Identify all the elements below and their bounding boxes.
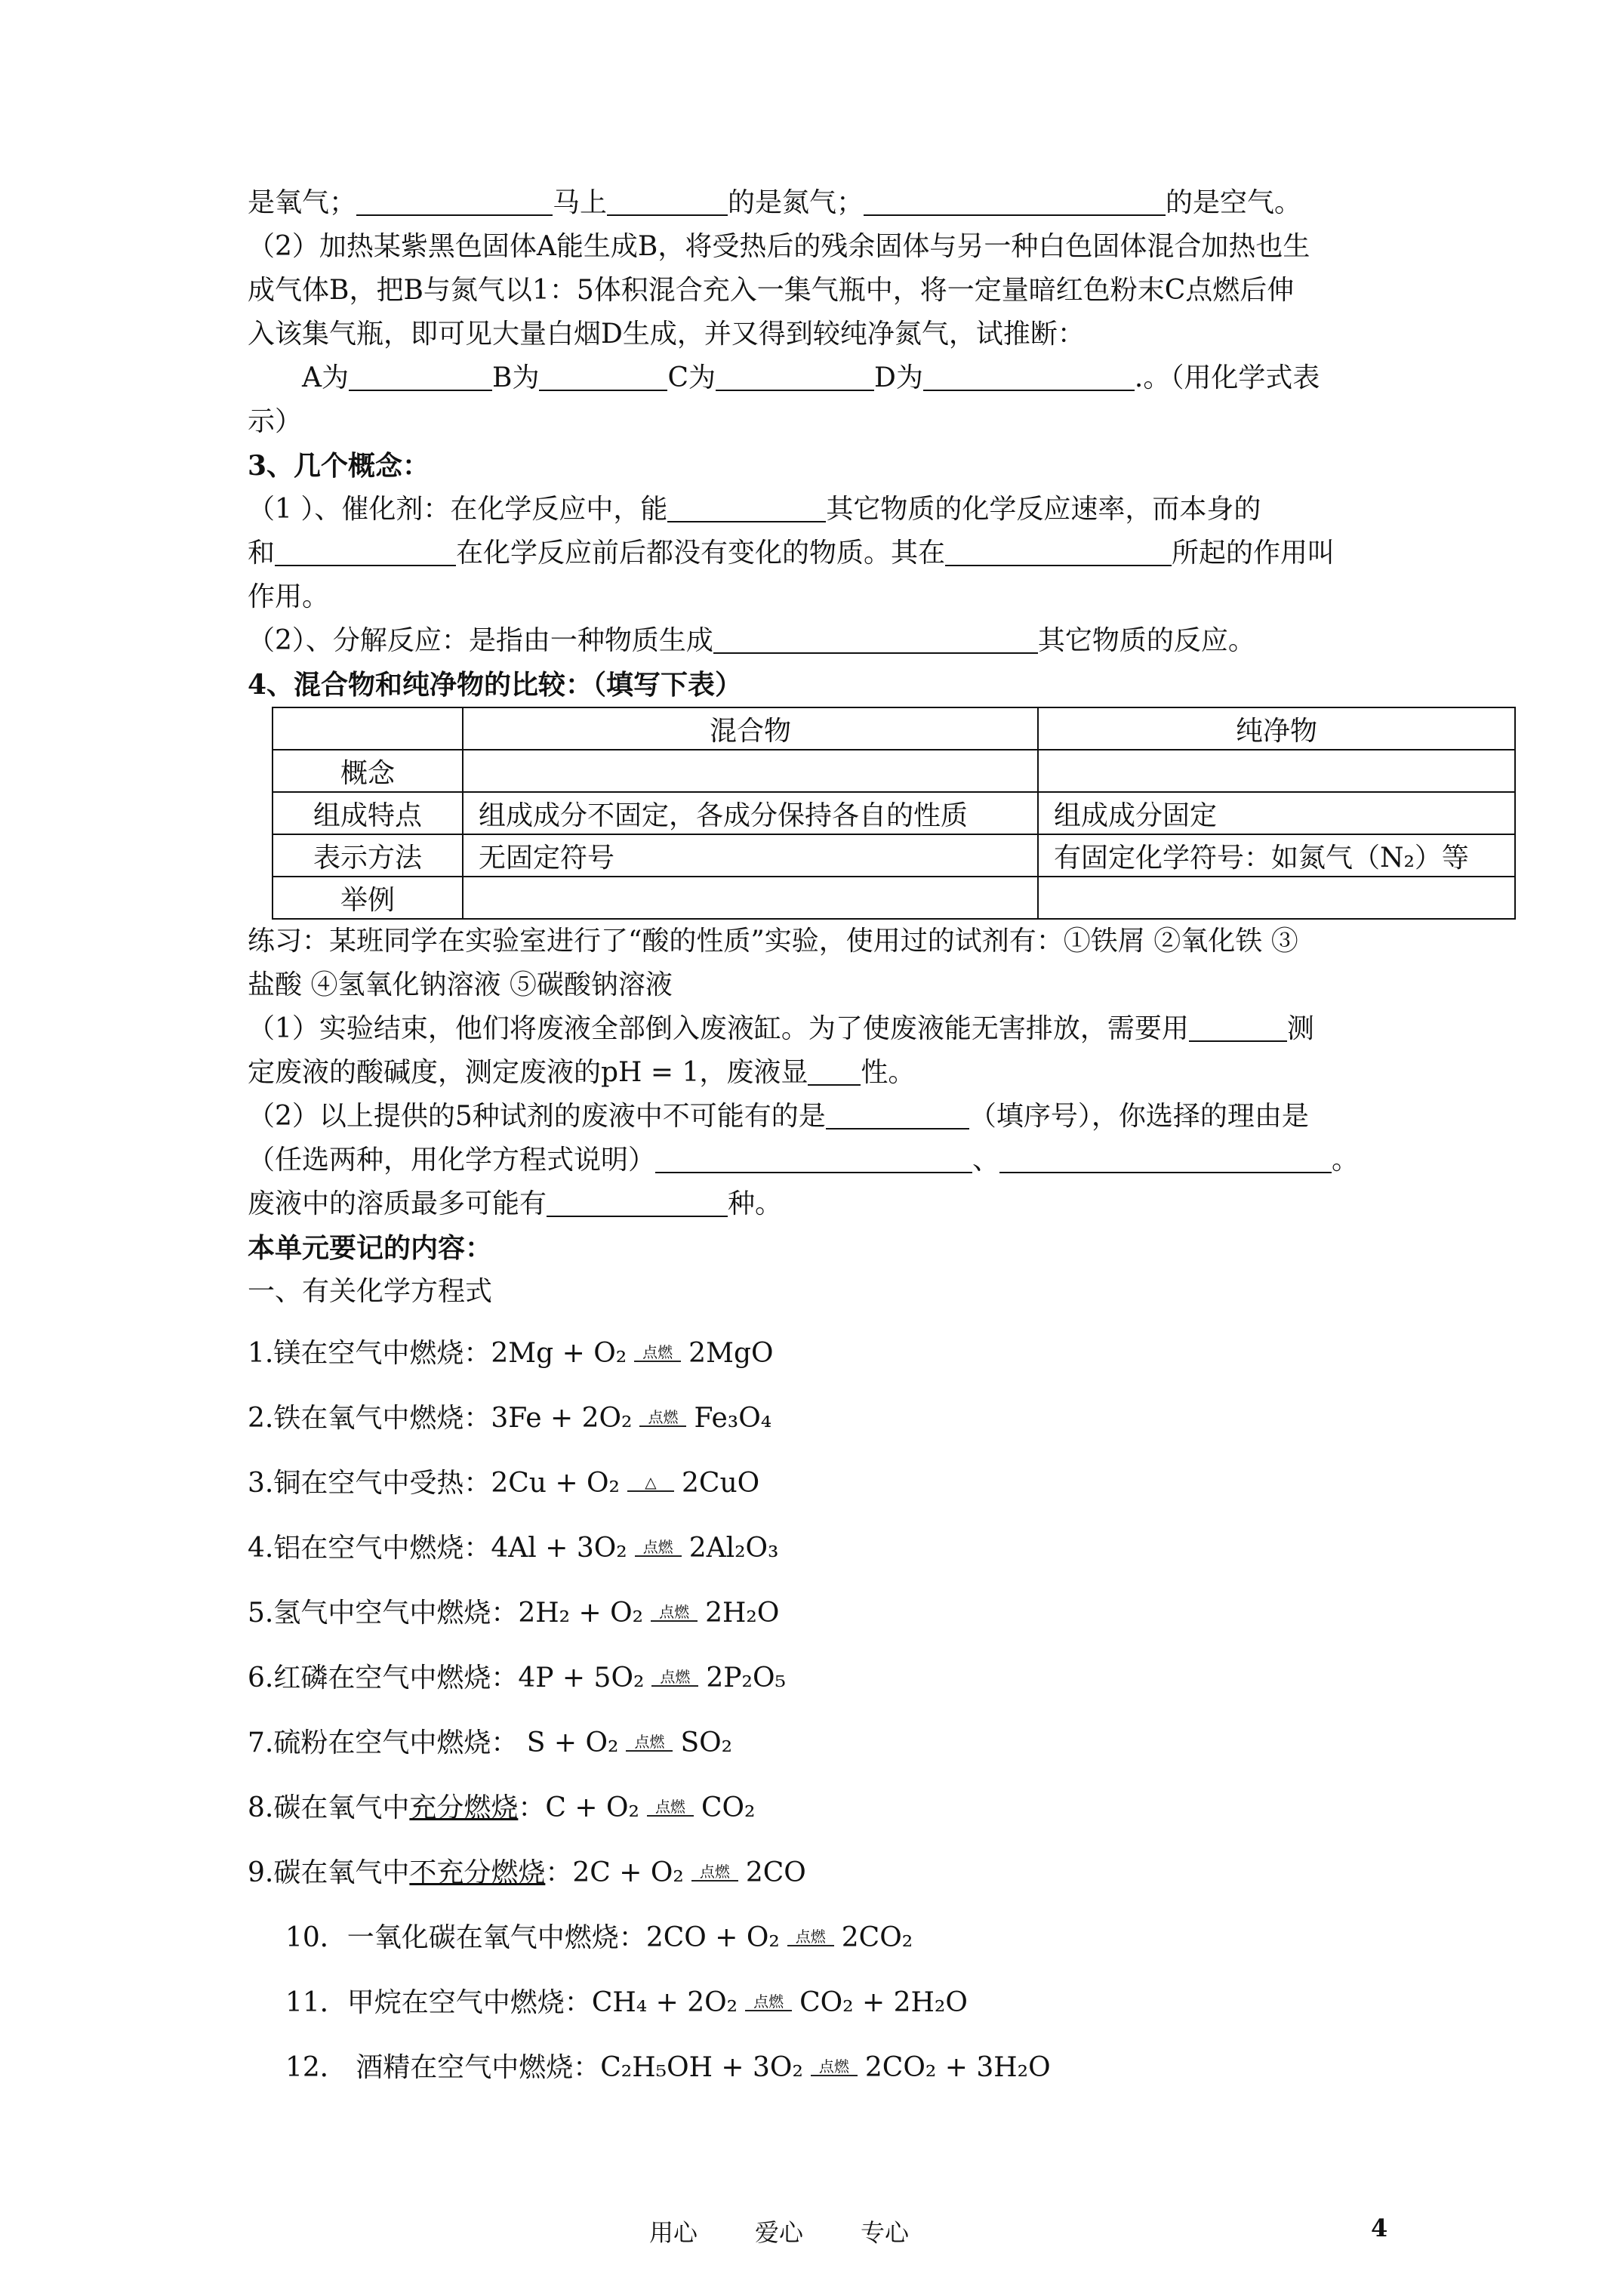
text: .。（用化学式表 xyxy=(1134,362,1320,393)
table-cell: 表示方法 xyxy=(273,834,463,877)
text: A为 xyxy=(302,362,349,393)
unit-heading: 本单元要记的内容： xyxy=(248,1232,493,1264)
text-line: 盐酸 ④氢氧化钠溶液 ⑤碳酸钠溶液 xyxy=(248,969,673,1000)
equation-label: 8.碳在氧气中 xyxy=(248,1792,410,1823)
condition-text: 点燃 xyxy=(660,1668,691,1686)
section-heading: 一、有关化学方程式 xyxy=(248,1276,493,1307)
equation-products: Fe₃O₄ xyxy=(694,1403,772,1434)
text: 。 xyxy=(1332,1145,1360,1176)
equation-label: ： xyxy=(545,1857,573,1888)
reaction-condition xyxy=(636,1410,689,1427)
answer-blank[interactable] xyxy=(999,1145,1332,1173)
text: C为 xyxy=(667,362,716,393)
condition-text: 点燃 xyxy=(699,1863,730,1881)
text: 性。 xyxy=(861,1057,916,1088)
table-cell: 组成特点 xyxy=(273,792,463,834)
equation-label-emphasis: 不充分燃烧 xyxy=(409,1857,546,1888)
footer-word: 爱心 xyxy=(755,2218,804,2247)
equation-products: CO₂ + 2H₂O xyxy=(799,1987,968,2018)
equation-reactants: 2C + O₂ xyxy=(572,1857,684,1888)
condition-text: 点燃 xyxy=(634,1733,665,1751)
equation-line xyxy=(248,1646,1387,1711)
answer-blank[interactable] xyxy=(716,362,874,391)
reaction-condition xyxy=(784,1929,837,1946)
equation-reactants: C₂H₅OH + 3O₂ xyxy=(600,2052,803,2083)
answer-blank[interactable] xyxy=(826,1101,969,1130)
table-cell[interactable] xyxy=(463,750,1038,792)
text-line: 作用。 xyxy=(248,581,330,612)
answer-blank[interactable] xyxy=(349,362,492,391)
equation-label: ： xyxy=(518,1792,546,1823)
text-line xyxy=(248,488,1387,532)
text: 在化学反应前后都没有变化的物质。其在 xyxy=(456,538,946,569)
text: B为 xyxy=(492,362,540,393)
table-cell xyxy=(273,707,463,750)
condition-text: 点燃 xyxy=(659,1603,690,1621)
equation-products: CO₂ xyxy=(701,1792,756,1823)
table-cell: 概念 xyxy=(273,750,463,792)
reaction-condition xyxy=(644,1799,697,1817)
equation-line xyxy=(248,2036,1387,2100)
text: （2）、分解反应：是指由一种物质生成 xyxy=(248,625,713,656)
equation-products: 2CO₂ + 3H₂O xyxy=(864,2052,1051,2083)
text-line xyxy=(248,1051,1387,1095)
text: 、 xyxy=(972,1145,1000,1176)
text: （1 ）、催化剂：在化学反应中，能 xyxy=(248,494,668,525)
equation-line xyxy=(248,1451,1387,1516)
table-header-row xyxy=(273,707,1515,750)
condition-text: 点燃 xyxy=(642,1343,673,1361)
answer-blank[interactable] xyxy=(607,187,728,216)
text: （2）以上提供的5种试剂的废液中不可能有的是 xyxy=(248,1101,826,1132)
reaction-condition xyxy=(648,1669,701,1687)
equation-line xyxy=(248,1971,1387,2036)
text: 种。 xyxy=(728,1188,783,1219)
text: （填序号），你选择的理由是 xyxy=(969,1101,1309,1132)
text: 其它物质的化学反应速率，而本身的 xyxy=(826,494,1261,525)
text-line xyxy=(248,1139,1387,1182)
answer-blank[interactable] xyxy=(808,1057,861,1086)
condition-text: 点燃 xyxy=(654,1798,685,1816)
answer-blank[interactable] xyxy=(667,494,826,522)
table-header-cell: 混合物 xyxy=(463,707,1038,750)
reaction-condition xyxy=(623,1734,676,1752)
equation-line xyxy=(248,1906,1387,1971)
section-heading: 4、混合物和纯净物的比较：（填写下表） xyxy=(248,669,743,701)
reaction-condition xyxy=(631,1345,684,1362)
equation-products: SO₂ xyxy=(680,1727,733,1758)
equation-reactants: 4Al + 3O₂ xyxy=(491,1533,627,1564)
answer-blank[interactable] xyxy=(923,362,1135,391)
answer-blank[interactable] xyxy=(275,538,456,566)
footer-word: 用心 xyxy=(649,2218,698,2247)
equation-line xyxy=(248,1386,1387,1451)
condition-text: 点燃 xyxy=(795,1928,826,1946)
condition-text: 点燃 xyxy=(648,1408,679,1426)
condition-text: 点燃 xyxy=(642,1538,673,1556)
page-number: 4 xyxy=(1371,2214,1388,2242)
text: 测 xyxy=(1286,1013,1314,1044)
text-line xyxy=(248,181,1387,225)
section-heading: 3、几个概念： xyxy=(248,450,430,482)
equation-reactants: S + O₂ xyxy=(518,1727,619,1758)
table-cell: 组成成分固定 xyxy=(1038,792,1515,834)
reaction-condition xyxy=(742,1994,795,2011)
text-line: 成气体B，把B与氮气以1：5体积混合充入一集气瓶中，将一定量暗红色粉末C点燃后伸 xyxy=(248,275,1295,306)
document-page xyxy=(248,181,1469,2100)
text-line xyxy=(248,1007,1387,1051)
text-line: （2）加热某紫黑色固体A能生成B，将受热后的残余固体与另一种白色固体混合加热也生 xyxy=(248,231,1310,262)
equation-label: 2.铁在氧气中燃烧： xyxy=(248,1403,491,1434)
answer-blank[interactable] xyxy=(713,625,1038,654)
equation-label: 9.碳在氧气中 xyxy=(248,1857,410,1888)
equation-reactants: 2CO + O₂ xyxy=(645,1922,780,1953)
equation-reactants: C + O₂ xyxy=(545,1792,639,1823)
condition-text: 点燃 xyxy=(753,1992,784,2011)
equation-reactants: 3Fe + 2O₂ xyxy=(491,1403,633,1434)
equation-label: 10．一氧化碳在氧气中燃烧： xyxy=(285,1922,646,1953)
reaction-condition xyxy=(648,1604,701,1622)
text-line xyxy=(248,1182,1387,1226)
equation-products: 2MgO xyxy=(688,1338,774,1369)
equation-products: 2CO xyxy=(745,1857,806,1888)
equation-reactants: 4P + 5O₂ xyxy=(518,1663,645,1693)
equation-label: 6.红磷在空气中燃烧： xyxy=(248,1663,519,1693)
reaction-condition xyxy=(632,1539,685,1557)
equation-line xyxy=(248,1711,1387,1776)
table-cell[interactable] xyxy=(1038,750,1515,792)
comparison-table xyxy=(272,707,1516,920)
text-line xyxy=(248,1095,1387,1139)
table-cell: 组成成分不固定，各成分保持各自的性质 xyxy=(463,792,1038,834)
answer-blank[interactable] xyxy=(655,1145,972,1173)
equation-products: 2Al₂O₃ xyxy=(688,1533,779,1564)
table-row xyxy=(273,834,1515,877)
table-cell[interactable] xyxy=(463,877,1038,919)
equation-label: 5.氢气中空气中燃烧： xyxy=(248,1598,519,1629)
text-line xyxy=(248,619,1387,663)
answer-blank[interactable] xyxy=(539,362,667,391)
answer-blank[interactable] xyxy=(864,187,1166,216)
text: 定废液的酸碱度，测定废液的pH = 1，废液显 xyxy=(248,1057,808,1088)
equation-label: 12． 酒精在空气中燃烧： xyxy=(285,2052,601,2083)
reaction-condition xyxy=(624,1475,677,1492)
equation-reactants: CH₄ + 2O₂ xyxy=(591,1987,738,2018)
answer-blank[interactable] xyxy=(356,187,553,216)
table-cell: 无固定符号 xyxy=(463,834,1038,877)
text: 所起的作用叫 xyxy=(1172,538,1335,569)
text: 的是氮气； xyxy=(728,187,864,218)
text: 和 xyxy=(248,538,276,569)
condition-text: 点燃 xyxy=(818,2057,849,2076)
footer xyxy=(649,2214,966,2248)
table-row xyxy=(273,792,1515,834)
table-cell[interactable] xyxy=(1038,877,1515,919)
table-row xyxy=(273,750,1515,792)
table-row xyxy=(273,877,1515,919)
equation-products: 2H₂O xyxy=(705,1598,780,1629)
condition-text: △ xyxy=(645,1473,657,1491)
equation-products: 2CO₂ xyxy=(841,1922,913,1953)
equation-list xyxy=(248,1321,1387,2100)
table-header-cell: 纯净物 xyxy=(1038,707,1515,750)
answer-blank[interactable] xyxy=(547,1188,728,1217)
text: 其它物质的反应。 xyxy=(1037,625,1255,656)
answer-blank[interactable] xyxy=(945,538,1172,566)
text: 是氧气； xyxy=(248,187,357,218)
footer-word: 专心 xyxy=(861,2218,910,2247)
equation-label: 11．甲烷在空气中燃烧： xyxy=(285,1987,592,2018)
reaction-condition xyxy=(688,1864,741,1881)
text-line xyxy=(248,532,1387,575)
equation-line xyxy=(248,1516,1387,1581)
table-cell: 有固定化学符号：如氮气（N₂）等 xyxy=(1038,834,1515,877)
equation-line xyxy=(248,1581,1387,1646)
table-cell: 举例 xyxy=(273,877,463,919)
equation-line xyxy=(248,1776,1387,1841)
equation-products: 2P₂O₅ xyxy=(706,1663,786,1693)
equation-line xyxy=(248,1321,1387,1386)
text-line xyxy=(248,356,1387,400)
equation-label: 1.镁在空气中燃烧： xyxy=(248,1338,491,1369)
text-line: 练习：某班同学在实验室进行了“酸的性质”实验，使用过的试剂有：①铁屑 ②氧化铁 ③ xyxy=(248,926,1298,957)
text: （1）实验结束，他们将废液全部倒入废液缸。为了使废液能无害排放，需要用 xyxy=(248,1013,1189,1044)
equation-reactants: 2H₂ + O₂ xyxy=(518,1598,644,1629)
equation-products: 2CuO xyxy=(682,1468,760,1499)
equation-reactants: 2Cu + O₂ xyxy=(491,1468,620,1499)
text: （任选两种，用化学方程式说明） xyxy=(248,1145,656,1176)
text: 的是空气。 xyxy=(1166,187,1302,218)
answer-blank[interactable] xyxy=(1189,1013,1287,1042)
text: 马上 xyxy=(553,187,608,218)
equation-label-emphasis: 充分燃烧 xyxy=(409,1792,519,1823)
equation-line xyxy=(248,1841,1387,1906)
text: 废液中的溶质最多可能有 xyxy=(248,1188,547,1219)
equation-label: 4.铝在空气中燃烧： xyxy=(248,1533,491,1564)
equation-label: 7.硫粉在空气中燃烧： xyxy=(248,1727,519,1758)
equation-reactants: 2Mg + O₂ xyxy=(491,1338,627,1369)
text-line: 入该集气瓶，即可见大量白烟D生成，并又得到较纯净氮气，试推断： xyxy=(248,319,1085,350)
text-line: 示） xyxy=(248,406,303,437)
equation-label: 3.铜在空气中受热： xyxy=(248,1468,491,1499)
reaction-condition xyxy=(808,2059,861,2076)
text: D为 xyxy=(874,362,923,393)
